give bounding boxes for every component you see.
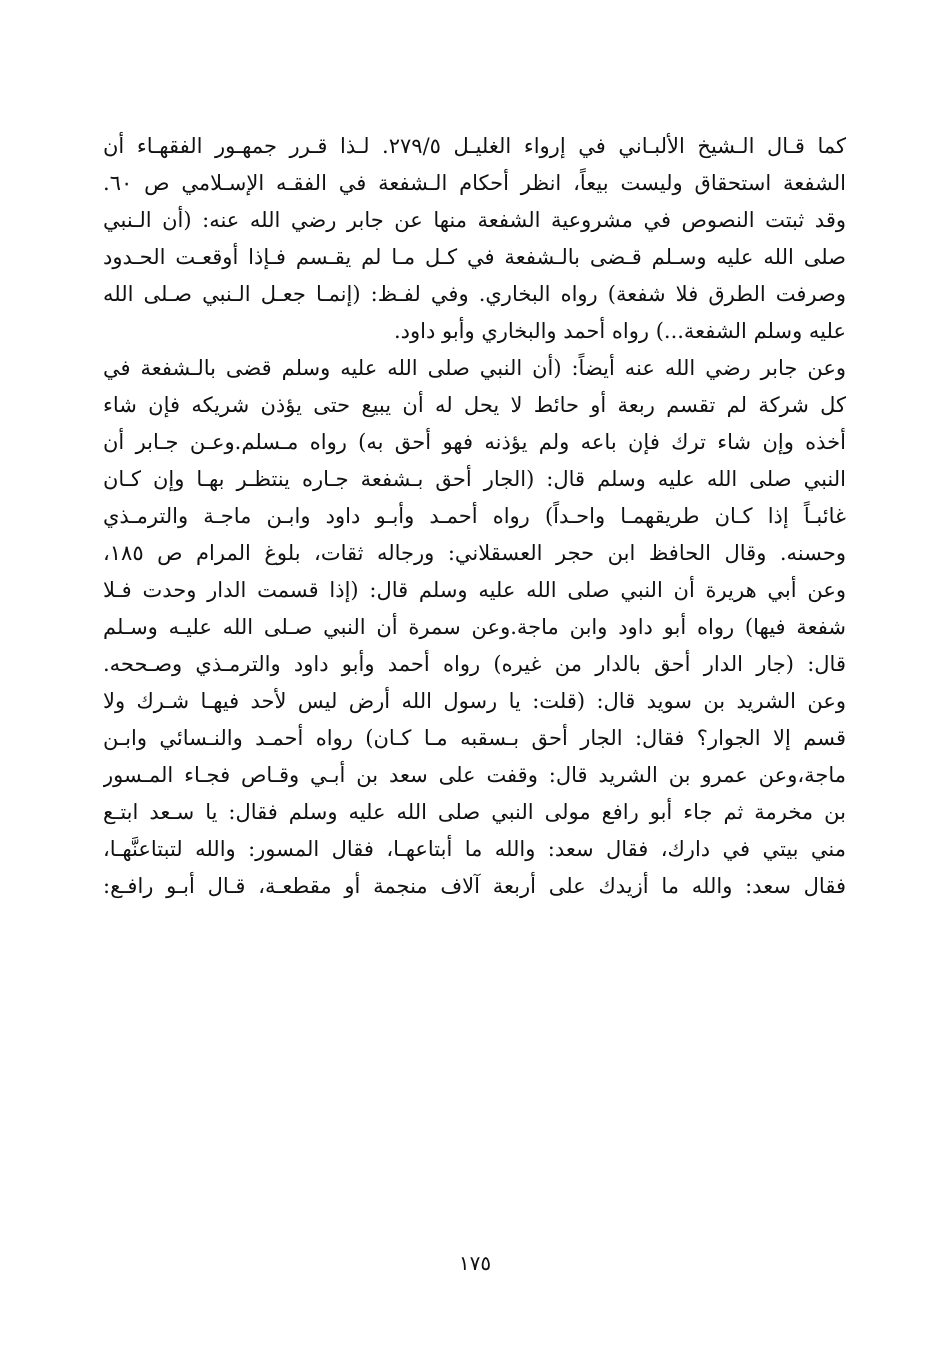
text-line: وعن جابر رضي الله عنه أيضاً: (أن النبي صلى الله عليه وسلم قضى بالـشفعة في: [103, 356, 846, 380]
text-line: وعن أبي هريرة أن النبي صلى الله عليه وسلم قال: (إذا قسمت الدار وحدت فـلا: [103, 578, 846, 602]
text-line: النبي صلى الله عليه وسلم قال: (الجار أحق بـشفعة جـاره ينتظـر بهـا وإن كـان: [103, 467, 846, 491]
text-line: غائبـاً إذا كـان طريقهمـا واحـداً) رواه أحمـد وأبـو داود وابـن ماجـة والترمـذي: [103, 504, 846, 528]
text-line: مني بيتي في دارك، فقال سعد: والله ما أبتاعهـا، فقال المسور: والله لتبتاعنَّهـا،: [103, 837, 846, 861]
text-line: ماجة،وعن عمرو بن الشريد قال: وقفت على سعد بن أبـي وقـاص فجـاء المـسور: [103, 763, 846, 787]
text-line: كل شركة لم تقسم ربعة أو حائط لا يحل له أن يبيع حتى يؤذن شريكه فإن شاء: [103, 393, 846, 417]
text-line: أخذه وإن شاء ترك فإن باعه ولم يؤذنه فهو أحق به) رواه مـسلم.وعـن جـابر أن: [103, 430, 846, 454]
text-line: قسم إلا الجوار؟ فقال: الجار أحق بـسقبه مـا كـان) رواه أحمـد والنـسائي وابـن: [103, 726, 846, 750]
text-line: فقال سعد: والله ما أزيدك على أربعة آلاف منجمة أو مقطعـة، قـال أبـو رافـع:: [103, 874, 846, 898]
text-line: قال: (جار الدار أحق بالدار من غيره) رواه أحمد وأبو داود والترمـذي وصـححه.: [103, 652, 846, 676]
text-line: وصرفت الطرق فلا شفعة) رواه البخاري. وفي لفـظ: (إنمـا جعـل الـنبي صـلى الله: [103, 282, 846, 306]
text-line: كما قـال الـشيخ الألبـاني في إرواء الغليـل ٢٧٩/٥. لـذا قـرر جمهـور الفقهـاء أن: [103, 134, 846, 158]
text-line: الشفعة استحقاق وليست بيعاً، انظر أحكام الـشفعة في الفقـه الإسـلامي ص ٦٠.: [103, 171, 846, 195]
text-line: صلى الله عليه وسـلم قـضى بالـشفعة في كـل مـا لم يقـسم فـإذا أوقعـت الحـدود: [103, 245, 846, 269]
text-line: عليه وسلم الشفعة...) رواه أحمد والبخاري وأبو داود.: [393, 319, 846, 343]
text-line: وقد ثبتت النصوص في مشروعية الشفعة منها عن جابر رضي الله عنه: (أن الـنبي: [103, 208, 846, 232]
text-line: بن مخرمة ثم جاء أبو رافع مولى النبي صلى الله عليه وسلم فقال: يا سـعد ابتـع: [103, 800, 846, 824]
page-number: ١٧٥: [458, 1251, 492, 1275]
text-line: وحسنه. وقال الحافظ ابن حجر العسقلاني: ورجاله ثقات، بلوغ المرام ص ١٨٥،: [103, 541, 846, 565]
body-text: [103, 128, 846, 905]
text-line: وعن الشريد بن سويد قال: (قلت: يا رسول الله أرض ليس لأحد فيهـا شـرك ولا: [103, 689, 846, 713]
text-line: شفعة فيها) رواه أبو داود وابن ماجة.وعن سمرة أن النبي صـلى الله عليـه وسـلم: [103, 615, 846, 639]
